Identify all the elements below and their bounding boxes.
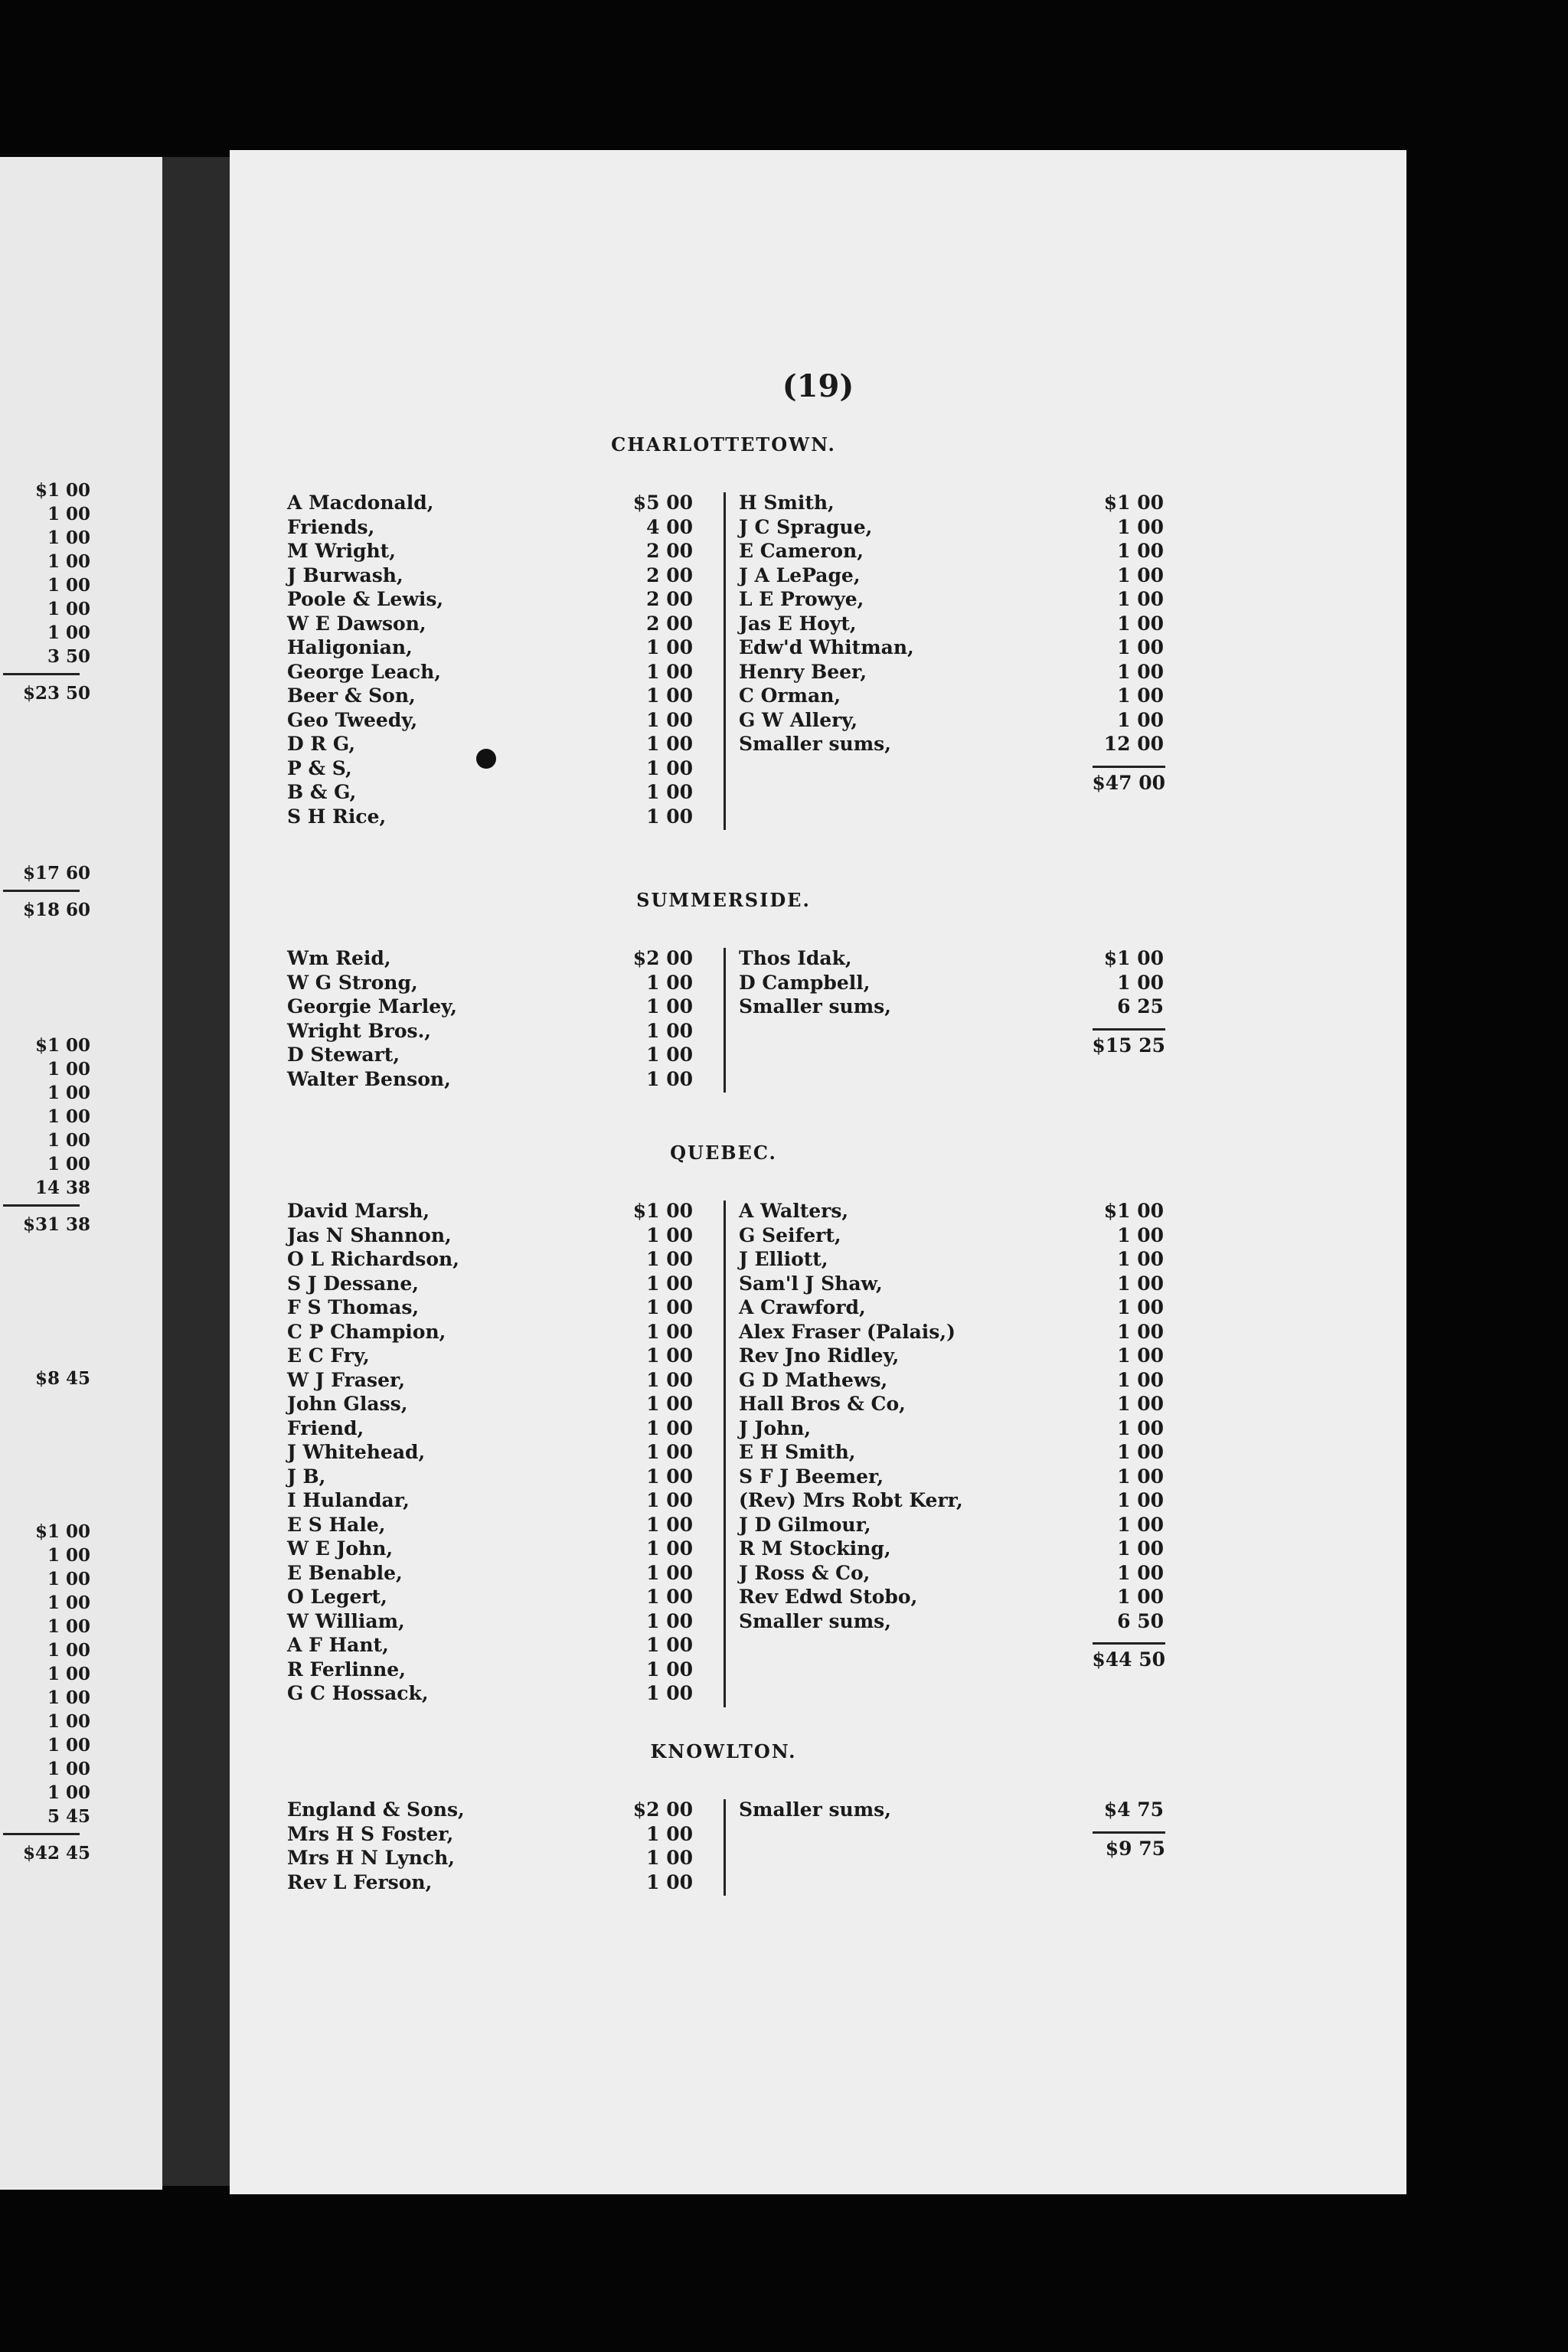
amts2-column: [1095, 946, 1164, 1019]
donor-amount: 1 00: [646, 1248, 693, 1270]
donor-name: Thos Idak,: [739, 947, 852, 969]
left-amount: 1 00: [47, 575, 90, 596]
donor-amount: 1 00: [1117, 588, 1164, 610]
donor-amount: 1 00: [646, 1393, 693, 1415]
donor-amount: 1 00: [1117, 971, 1164, 994]
column-divider: [724, 1799, 726, 1896]
donor-name: G W Allery,: [739, 708, 858, 731]
left-amount-fragment: [0, 1367, 90, 1390]
left-amount: $1 00: [34, 1521, 90, 1542]
ink-speck: [476, 749, 496, 769]
donor-name: Henry Beer,: [739, 660, 867, 683]
donor-amount: 1 00: [646, 995, 693, 1018]
donor-name: D R G,: [287, 733, 356, 755]
donor-name: E Benable,: [287, 1561, 403, 1584]
donor-name: Sam'l J Shaw,: [739, 1272, 883, 1295]
section-title: QUEBEC.: [670, 1142, 777, 1164]
left-total-rule: [3, 673, 80, 675]
donor-name: F S Thomas,: [287, 1296, 420, 1318]
page-gutter: [162, 157, 230, 2186]
left-amount: 1 00: [47, 1640, 90, 1661]
left-total-rule: [3, 1833, 80, 1835]
donor-amount: 1 00: [1117, 1344, 1164, 1367]
donor-amount: $2 00: [632, 947, 693, 969]
donor-name: W J Fraser,: [287, 1368, 406, 1391]
donor-amount: 1 00: [1117, 1248, 1164, 1270]
donor-name: (Rev) Mrs Robt Kerr,: [739, 1489, 963, 1511]
donor-amount: 1 00: [646, 708, 693, 731]
donor-amount: 1 00: [1117, 1296, 1164, 1318]
donor-amount: 1 00: [1117, 1561, 1164, 1584]
donor-name: England & Sons,: [287, 1798, 465, 1821]
donor-name: Rev Edwd Stobo,: [739, 1586, 918, 1608]
donor-amount: 1 00: [646, 1067, 693, 1090]
donor-amount: 1 00: [646, 971, 693, 994]
donor-amount: 1 00: [1117, 1223, 1164, 1246]
donor-amount: 1 00: [1117, 1416, 1164, 1439]
donor-name: S F J Beemer,: [739, 1465, 884, 1488]
donor-name: Walter Benson,: [287, 1067, 451, 1090]
names-column: [287, 946, 578, 1091]
donor-amount: 2 00: [646, 588, 693, 610]
donor-name: Alex Fraser (Palais,): [739, 1320, 956, 1343]
donor-amount: 1 00: [1117, 515, 1164, 538]
donor-amount: $5 00: [632, 492, 693, 514]
donor-amount: 1 00: [646, 1682, 693, 1704]
left-amount: $17 60: [22, 863, 90, 884]
section-title: CHARLOTTETOWN.: [611, 433, 836, 456]
donor-amount: 1 00: [646, 733, 693, 755]
donor-name: E S Hale,: [287, 1513, 386, 1536]
left-amount: 1 00: [47, 1592, 90, 1613]
donor-amount: 1 00: [1117, 1272, 1164, 1295]
donor-name: Rev L Ferson,: [287, 1870, 433, 1893]
donor-amount: $1 00: [1103, 947, 1164, 969]
ledger-page: [230, 150, 1406, 2194]
donor-amount: 1 00: [646, 1416, 693, 1439]
donor-amount: 1 00: [646, 781, 693, 803]
donor-name: G Seifert,: [739, 1223, 841, 1246]
left-amount: 1 00: [47, 504, 90, 524]
donor-amount: 6 50: [1117, 1609, 1164, 1632]
total-rule: [1093, 766, 1165, 768]
section-total: $47 00: [1092, 771, 1165, 794]
donor-amount: 1 00: [646, 1368, 693, 1391]
left-amount-fragment: [0, 1520, 90, 1865]
left-amount: 3 50: [47, 646, 90, 667]
donor-name: Georgie Marley,: [287, 995, 457, 1018]
donor-amount: 1 00: [1117, 1320, 1164, 1343]
left-amount: 1 00: [47, 1782, 90, 1803]
donor-amount: 1 00: [646, 1019, 693, 1042]
left-amount: 1 00: [47, 1664, 90, 1684]
donor-name: C Orman,: [739, 684, 841, 707]
amts-column: [624, 491, 693, 828]
left-total-rule: [3, 1204, 80, 1207]
donor-name: David Marsh,: [287, 1200, 430, 1222]
donor-amount: 1 00: [1117, 1441, 1164, 1463]
donor-amount: 1 00: [1117, 1368, 1164, 1391]
donor-name: E C Fry,: [287, 1344, 370, 1367]
donor-amount: 1 00: [646, 1658, 693, 1681]
left-total: $31 38: [22, 1214, 90, 1235]
donor-amount: 1 00: [1117, 636, 1164, 658]
donor-amount: 1 00: [646, 1044, 693, 1066]
donor-amount: 1 00: [646, 1609, 693, 1632]
left-amount: 1 00: [47, 1106, 90, 1127]
donor-amount: 1 00: [1117, 1586, 1164, 1608]
section-title: SUMMERSIDE.: [636, 889, 811, 911]
left-amount: 14 38: [34, 1178, 90, 1198]
donor-amount: $4 75: [1103, 1798, 1164, 1821]
donor-amount: 1 00: [646, 1537, 693, 1560]
donor-name: C P Champion,: [287, 1320, 446, 1343]
left-amount: 1 00: [47, 1616, 90, 1637]
donor-name: E H Smith,: [739, 1441, 856, 1463]
donor-name: J John,: [739, 1416, 812, 1439]
left-page-fragment: [0, 157, 162, 2190]
donor-name: A Crawford,: [739, 1296, 866, 1318]
donor-amount: 1 00: [1117, 708, 1164, 731]
donor-name: Wm Reid,: [287, 947, 391, 969]
left-amount: 1 00: [47, 599, 90, 619]
donor-name: R M Stocking,: [739, 1537, 891, 1560]
left-amount: $1 00: [34, 480, 90, 501]
donor-name: J B,: [287, 1465, 326, 1488]
donor-amount: 1 00: [1117, 660, 1164, 683]
donor-name: J Ross & Co,: [739, 1561, 871, 1584]
donor-amount: 1 00: [646, 1441, 693, 1463]
donor-amount: 1 00: [646, 756, 693, 779]
total-rule: [1093, 1831, 1165, 1834]
donor-amount: 1 00: [1117, 1513, 1164, 1536]
amts-column: [624, 946, 693, 1091]
section-total: $9 75: [1105, 1837, 1165, 1860]
donor-name: Smaller sums,: [739, 733, 891, 755]
total-rule: [1093, 1028, 1165, 1031]
donor-name: J D Gilmour,: [739, 1513, 871, 1536]
left-amount: 1 00: [47, 528, 90, 548]
donor-name: G C Hossack,: [287, 1682, 429, 1704]
left-amount-fragment: [0, 861, 90, 922]
donor-amount: 1 00: [646, 636, 693, 658]
donor-amount: 1 00: [1117, 1537, 1164, 1560]
donor-name: Jas E Hoyt,: [739, 612, 857, 635]
donor-name: Geo Tweedy,: [287, 708, 418, 731]
names-column: [287, 491, 578, 828]
donor-name: Wright Bros.,: [287, 1019, 431, 1042]
donor-amount: 1 00: [646, 1489, 693, 1511]
donor-amount: 1 00: [1117, 540, 1164, 562]
names2-column: [739, 946, 1068, 1019]
left-amount: 1 00: [47, 1059, 90, 1080]
column-divider: [724, 1200, 726, 1707]
amts2-column: [1095, 491, 1164, 756]
donor-amount: 1 00: [646, 1870, 693, 1893]
donor-name: Smaller sums,: [739, 995, 891, 1018]
left-amount-fragment: [0, 479, 90, 705]
donor-amount: 1 00: [646, 1822, 693, 1845]
donor-name: Hall Bros & Co,: [739, 1393, 906, 1415]
left-total: $23 50: [22, 683, 90, 704]
donor-name: W G Strong,: [287, 971, 418, 994]
donor-amount: $2 00: [632, 1798, 693, 1821]
left-amount: 1 00: [47, 1735, 90, 1756]
donor-amount: 1 00: [646, 1847, 693, 1869]
donor-name: R Ferlinne,: [287, 1658, 406, 1681]
donor-name: H Smith,: [739, 492, 835, 514]
donor-name: Friend,: [287, 1416, 364, 1439]
donor-name: Haligonian,: [287, 636, 413, 658]
names-column: [287, 1199, 578, 1706]
donor-name: P & S,: [287, 756, 352, 779]
donor-amount: $1 00: [1103, 1200, 1164, 1222]
names-column: [287, 1798, 578, 1894]
left-amount: 5 45: [47, 1806, 90, 1827]
total-rule: [1093, 1642, 1165, 1645]
donor-name: A Walters,: [739, 1200, 849, 1222]
section-total: $44 50: [1092, 1648, 1165, 1671]
section-total: $15 25: [1092, 1034, 1165, 1057]
names2-column: [739, 1199, 1068, 1633]
donor-amount: 1 00: [646, 1320, 693, 1343]
amts-column: [624, 1199, 693, 1706]
donor-name: Friends,: [287, 515, 375, 538]
donor-amount: $1 00: [1103, 492, 1164, 514]
donor-name: J C Sprague,: [739, 515, 873, 538]
donor-amount: 1 00: [1117, 1489, 1164, 1511]
column-divider: [724, 492, 726, 830]
donor-amount: 1 00: [646, 1561, 693, 1584]
names2-column: [739, 1798, 1068, 1822]
donor-amount: 1 00: [1117, 564, 1164, 586]
left-amount: 1 00: [47, 551, 90, 572]
donor-name: E Cameron,: [739, 540, 864, 562]
donor-name: Rev Jno Ridley,: [739, 1344, 900, 1367]
donor-name: M Wright,: [287, 540, 396, 562]
donor-amount: 1 00: [646, 1586, 693, 1608]
donor-name: Beer & Son,: [287, 684, 416, 707]
donor-name: J Elliott,: [739, 1248, 828, 1270]
left-amount: 1 00: [47, 1711, 90, 1732]
donor-name: D Campbell,: [739, 971, 871, 994]
donor-name: W E Dawson,: [287, 612, 426, 635]
donor-name: I Hulandar,: [287, 1489, 410, 1511]
left-amount: 1 00: [47, 1083, 90, 1103]
donor-name: S H Rice,: [287, 805, 387, 828]
donor-amount: 2 00: [646, 540, 693, 562]
donor-name: A F Hant,: [287, 1634, 389, 1656]
donor-amount: 1 00: [646, 1513, 693, 1536]
donor-amount: 1 00: [646, 660, 693, 683]
left-total-rule: [3, 890, 80, 892]
donor-amount: 1 00: [646, 1344, 693, 1367]
donor-name: O Legert,: [287, 1586, 387, 1608]
donor-amount: 12 00: [1103, 733, 1164, 755]
donor-name: G D Mathews,: [739, 1368, 888, 1391]
donor-name: J Whitehead,: [287, 1441, 426, 1463]
left-amount: 1 00: [47, 1545, 90, 1566]
donor-name: Mrs H S Foster,: [287, 1822, 454, 1845]
donor-amount: 2 00: [646, 612, 693, 635]
donor-name: O L Richardson,: [287, 1248, 459, 1270]
donor-amount: 1 00: [646, 1634, 693, 1656]
donor-name: J Burwash,: [287, 564, 403, 586]
donor-amount: 4 00: [646, 515, 693, 538]
donor-name: D Stewart,: [287, 1044, 400, 1066]
donor-amount: 6 25: [1117, 995, 1164, 1018]
donor-name: John Glass,: [287, 1393, 408, 1415]
page-number: (19): [782, 368, 854, 404]
left-amount: 1 00: [47, 1569, 90, 1589]
donor-amount: 1 00: [646, 1272, 693, 1295]
donor-name: B & G,: [287, 781, 357, 803]
donor-name: Smaller sums,: [739, 1609, 891, 1632]
left-amount: 1 00: [47, 1154, 90, 1174]
left-amount: 1 00: [47, 1130, 90, 1151]
left-total: $42 45: [22, 1843, 90, 1864]
left-amount: 1 00: [47, 1759, 90, 1779]
donor-name: George Leach,: [287, 660, 441, 683]
left-amount: $8 45: [34, 1368, 90, 1389]
amts2-column: [1095, 1199, 1164, 1633]
donor-amount: 1 00: [1117, 1393, 1164, 1415]
section-title: KNOWLTON.: [650, 1740, 797, 1762]
donor-name: S J Dessane,: [287, 1272, 420, 1295]
donor-name: Mrs H N Lynch,: [287, 1847, 455, 1869]
left-amount: 1 00: [47, 1687, 90, 1708]
donor-name: W E John,: [287, 1537, 394, 1560]
left-total: $18 60: [22, 900, 90, 920]
donor-amount: 1 00: [1117, 612, 1164, 635]
donor-name: J A LePage,: [739, 564, 861, 586]
amts-column: [624, 1798, 693, 1894]
left-amount-fragment: [0, 1034, 90, 1236]
names2-column: [739, 491, 1068, 756]
donor-name: Smaller sums,: [739, 1798, 891, 1821]
donor-name: A Macdonald,: [287, 492, 434, 514]
donor-name: Poole & Lewis,: [287, 588, 444, 610]
amts2-column: [1095, 1798, 1164, 1822]
donor-name: W William,: [287, 1609, 405, 1632]
column-divider: [724, 948, 726, 1093]
donor-amount: 1 00: [1117, 1465, 1164, 1488]
donor-amount: 1 00: [646, 684, 693, 707]
donor-amount: 1 00: [646, 1296, 693, 1318]
donor-amount: 1 00: [646, 1465, 693, 1488]
donor-amount: 1 00: [1117, 684, 1164, 707]
donor-name: Edw'd Whitman,: [739, 636, 914, 658]
donor-amount: 1 00: [646, 1223, 693, 1246]
donor-amount: 2 00: [646, 564, 693, 586]
left-amount: 1 00: [47, 622, 90, 643]
donor-name: L E Prowye,: [739, 588, 864, 610]
donor-name: Jas N Shannon,: [287, 1223, 452, 1246]
left-amount: $1 00: [34, 1035, 90, 1056]
donor-amount: 1 00: [646, 805, 693, 828]
donor-amount: $1 00: [632, 1200, 693, 1222]
